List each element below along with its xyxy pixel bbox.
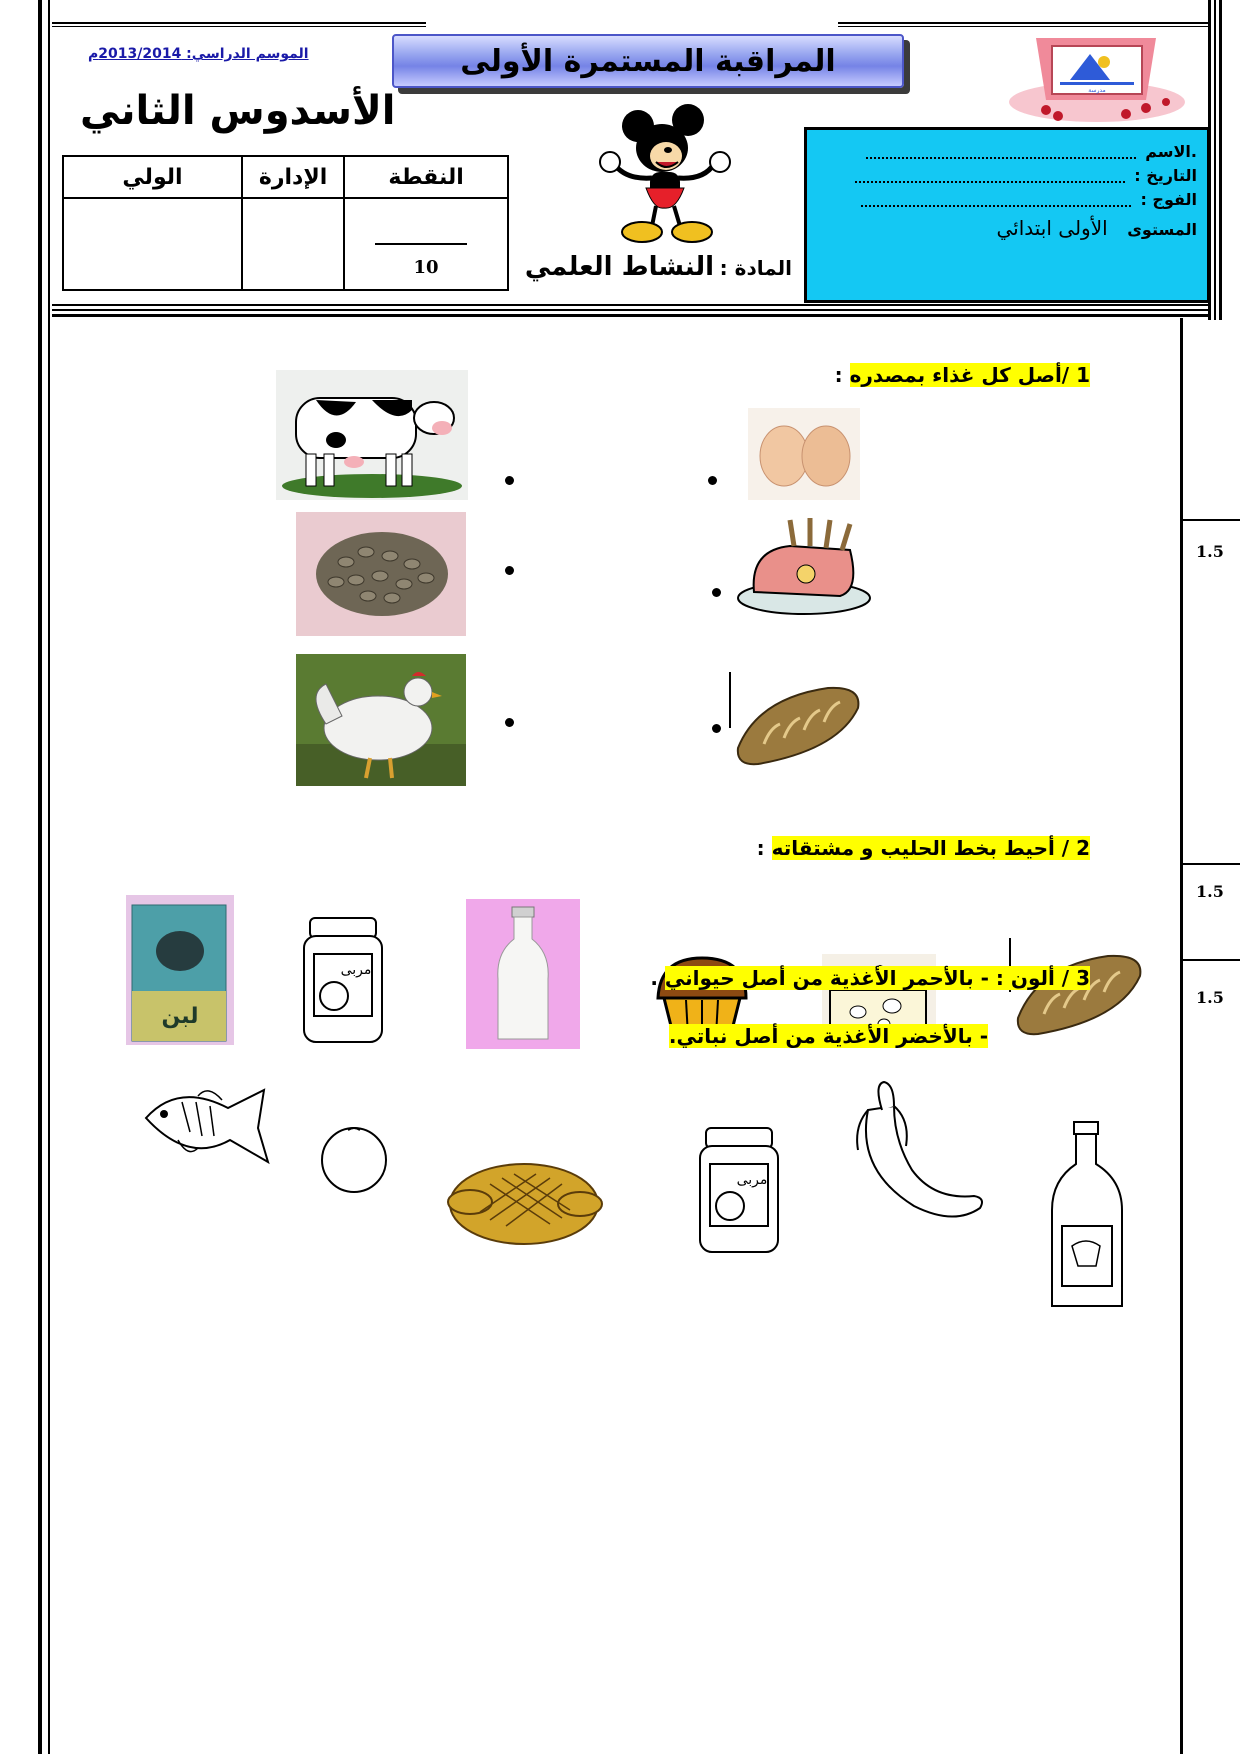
date-row [855, 166, 1197, 185]
q2-score: 1.5 [1196, 882, 1224, 901]
top-line-right-2 [838, 26, 1208, 27]
score-tick-2 [1180, 863, 1240, 865]
exam-title: المراقبة المستمرة الأولى [460, 44, 836, 79]
jam-jar-label: مربى [340, 962, 372, 978]
score-tick-1 [1180, 519, 1240, 521]
term-title: الأسدوس الثاني [80, 88, 396, 134]
match-dot-right-1[interactable] [708, 476, 717, 485]
q3-line2: - بالأخضر الأغذية من أصل نباتي. [668, 1024, 988, 1048]
top-line-left-2 [52, 26, 426, 27]
q2-label: 2 / أحيط بخط الحليب و مشتقاته [771, 836, 1090, 860]
q3-title [650, 966, 1090, 990]
orange-drawing [318, 1122, 390, 1194]
milk-bottle-image [466, 899, 580, 1049]
frame-right-b [1214, 0, 1216, 320]
match-dot-left-1[interactable] [505, 476, 514, 485]
header-sep-1 [52, 304, 1208, 306]
total-points: 10 [413, 257, 439, 278]
q1-label: 1 /أصل كل غذاء بمصدره [849, 363, 1090, 387]
q1-score: 1.5 [1196, 542, 1224, 561]
meat-image [730, 510, 880, 622]
subject-name: النشاط العلمي [524, 252, 715, 282]
admin-signature-cell[interactable] [242, 198, 344, 290]
group-field[interactable] [861, 195, 1131, 207]
frame-left-inner [48, 0, 50, 1754]
fish-drawing [138, 1078, 272, 1172]
level-row [996, 216, 1197, 240]
match-dot-right-3[interactable] [712, 724, 721, 733]
q1-suffix: : [834, 363, 850, 387]
school-logo [1006, 32, 1188, 124]
milk-carton-image [126, 895, 234, 1045]
q3-score: 1.5 [1196, 988, 1224, 1007]
subject-line [508, 252, 792, 282]
q2-suffix: : [756, 836, 772, 860]
q3-label: 3 / ألون : [995, 966, 1090, 990]
logo-caption: مدرسة [1088, 87, 1106, 94]
q3-line1: - بالأحمر الأغذية من أصل حيواني [664, 966, 996, 990]
level-value: الأولى ابتدائي [996, 216, 1108, 240]
match-dot-left-3[interactable] [505, 718, 514, 727]
name-field[interactable] [866, 147, 1136, 159]
group-row [861, 190, 1197, 209]
cow-image [276, 370, 468, 500]
q1-title [835, 363, 1090, 387]
mickey-mouse-illustration [596, 104, 744, 248]
date-label: التاريخ : [1134, 166, 1197, 185]
parent-signature-cell[interactable] [63, 198, 242, 290]
col-admin: الإدارة [242, 156, 344, 198]
q3-line1-end: . [650, 966, 665, 990]
name-label: .الاسم [1145, 142, 1197, 161]
grade-table [62, 155, 509, 291]
hen-image [296, 654, 466, 786]
roast-chicken-image [440, 1144, 608, 1256]
frame-right-c [1219, 0, 1222, 320]
eggs-image [748, 408, 860, 500]
match-dot-left-2[interactable] [505, 566, 514, 575]
exam-title-banner [392, 34, 904, 88]
q2-title [757, 836, 1090, 860]
col-point: النقطة [344, 156, 508, 198]
level-label: المستوى [1127, 220, 1197, 239]
frame-left-outer [38, 0, 42, 1754]
score-tick-3 [1180, 959, 1240, 961]
jam-jar-image [300, 914, 386, 1046]
student-info-box [804, 127, 1210, 303]
bread-image [728, 668, 864, 772]
top-line-left [52, 22, 426, 24]
header-sep-2 [52, 309, 1208, 311]
match-dot-right-2[interactable] [712, 588, 721, 597]
name-row [866, 142, 1197, 161]
jam-jar-image-2 [696, 1124, 782, 1256]
banana-drawing [854, 1080, 988, 1224]
score-column-line [1180, 318, 1183, 1754]
date-field[interactable] [855, 171, 1125, 183]
milk-bottle-drawing [1044, 1118, 1130, 1314]
col-parent: الولي [63, 156, 242, 198]
group-label: الفوج : [1140, 190, 1197, 209]
season-label: الموسم الدراسي: 2013/2014م [88, 46, 309, 62]
nuts-image [296, 512, 466, 636]
jam-jar-label-2: مربى [736, 1172, 768, 1188]
subject-label: المادة : [719, 256, 792, 280]
top-line-right [838, 22, 1208, 24]
point-cell[interactable] [344, 198, 508, 290]
milk-carton-label: لبن [161, 1004, 199, 1029]
header-sep-3 [52, 314, 1208, 317]
q3-line2-wrap [669, 1024, 988, 1048]
